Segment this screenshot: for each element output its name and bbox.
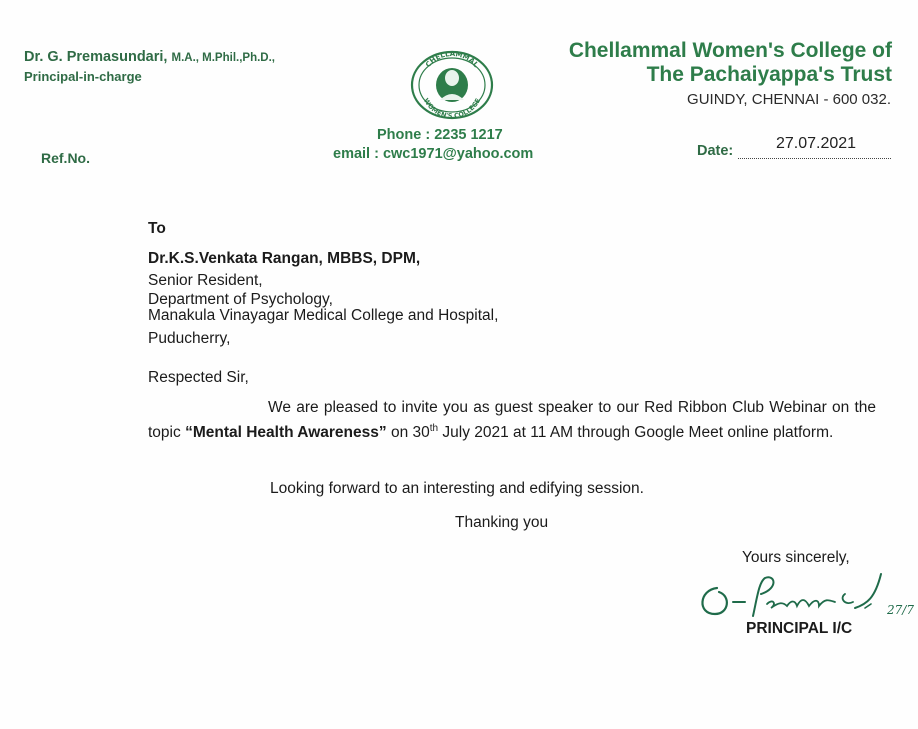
yours-sincerely: Yours sincerely,	[742, 549, 850, 566]
recipient-line: Department of Psychology,	[148, 291, 333, 308]
date-label: Date:	[697, 143, 734, 159]
principal-qualifications: M.A., M.Phil.,Ph.D.,	[171, 52, 275, 64]
recipient-line: Senior Resident,	[148, 272, 263, 289]
email-address: email : cwc1971@yahoo.com	[333, 146, 534, 162]
ref-no-label: Ref.No.	[41, 150, 90, 166]
principal-name	[24, 49, 275, 65]
body-text-part1: We are pleased to invite you as guest speaker to our Red Ribbon Club Webinar on the topic	[148, 399, 876, 442]
college-name-line2: The Pachaiyappa's Trust	[646, 63, 892, 86]
salutation: Respected Sir,	[148, 369, 249, 386]
svg-text:CHELLAMMAL	[424, 50, 480, 69]
principal-role: Principal-in-charge	[24, 69, 142, 84]
college-name-line1: Chellammal Women's College of	[568, 39, 892, 62]
principal-name-text: Dr. G. Premasundari,	[24, 49, 168, 65]
thanking-line: Thanking you	[455, 514, 549, 531]
recipient-line: Manakula Vinayagar Medical College and Hospital,	[148, 307, 499, 324]
to-label: To	[148, 220, 166, 237]
recipient-line: Puducherry,	[148, 330, 231, 347]
date-ordinal: th	[429, 423, 439, 434]
seal-top-text: CHELLAMMAL	[424, 50, 480, 69]
body-text-part2: on 30	[386, 424, 430, 442]
college-address: GUINDY, CHENNAI - 600 032.	[687, 91, 891, 108]
handwritten-signature	[695, 568, 915, 624]
phone-number: Phone : 2235 1217	[377, 127, 503, 143]
body-text-part3: July 2021 at 11 AM through Google Meet online platform.	[438, 424, 834, 442]
signature-date: 27/7	[887, 603, 914, 617]
date-value: 27.07.2021	[776, 135, 857, 152]
designation: PRINCIPAL I/C	[746, 620, 853, 637]
webinar-topic: “Mental Health Awareness”	[185, 424, 387, 442]
body-paragraph	[148, 397, 876, 443]
recipient-name: Dr.K.S.Venkata Rangan, MBBS, DPM,	[148, 250, 421, 267]
closing-paragraph: Looking forward to an interesting and edifying session.	[270, 480, 644, 497]
seal-bottom-text: WOMEN'S COLLEGE	[421, 96, 483, 120]
college-seal-logo	[409, 50, 495, 120]
